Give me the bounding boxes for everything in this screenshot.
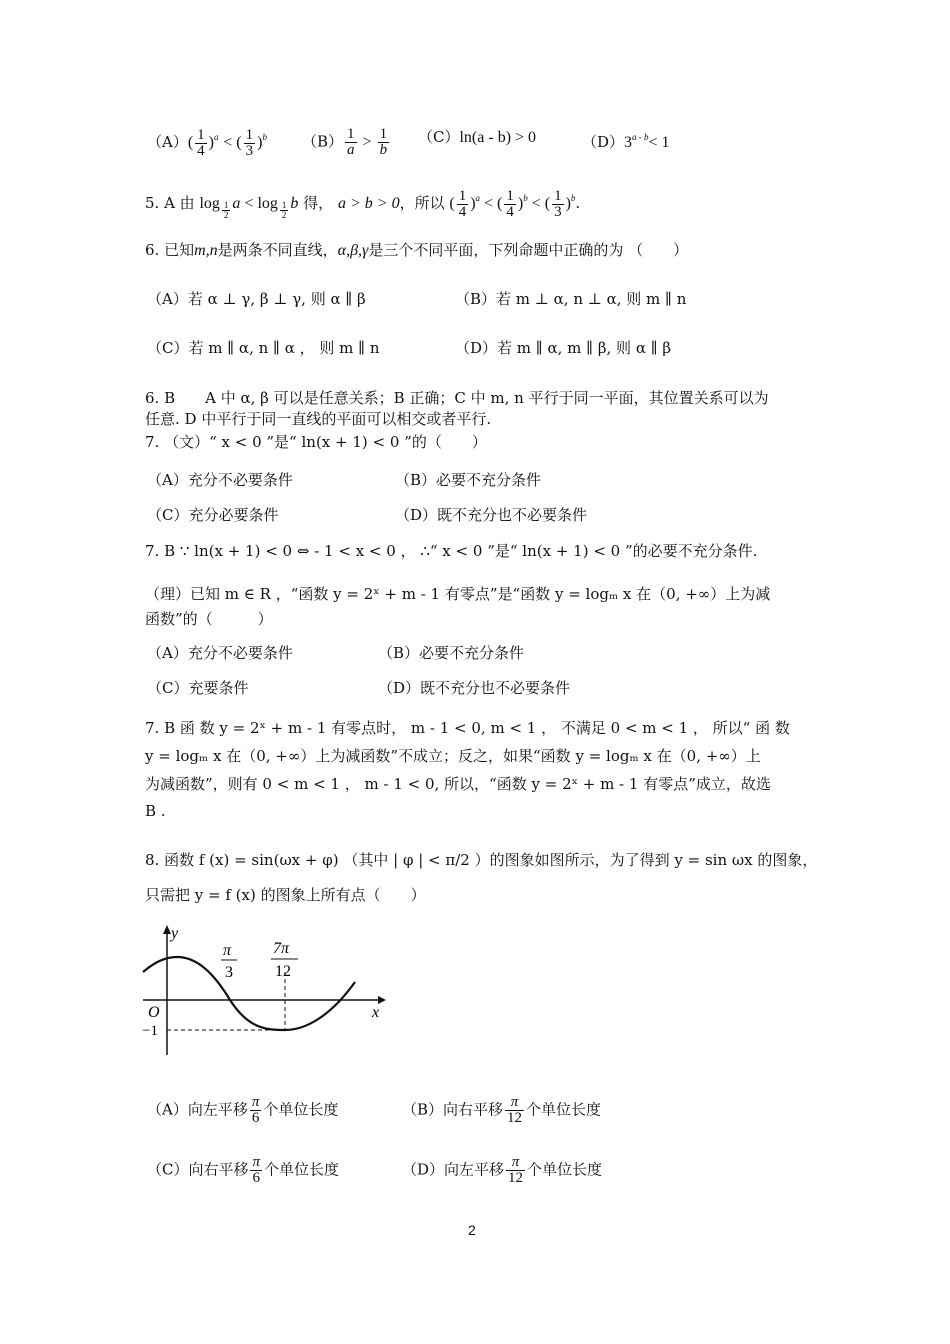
q7-wen-answer: 7. B ∵ ln(x + 1) < 0 ⇔ - 1 < x < 0 ， ∴“ x < 0 ”是“ ln(x + 1) < 0 ”的必要不充分条件. bbox=[145, 542, 758, 560]
q5-answer: 5. A 由 log $\frac{1}{2}$ a < log $\frac{1}{2}$ b 得， a > b > 0，所以 ( $\frac{1}{4}$ )$^a$ < ( $\frac{1}{4}$ )$^b$ < ( $\frac{1}{3}$ )$^b$. bbox=[145, 187, 581, 220]
q6-answer-line1: 6. B A 中 α, β 可以是任意关系；B 正确；C 中 m, n 平行于同一平面，其位置关系可以为 bbox=[145, 389, 769, 407]
origin-label: O bbox=[148, 1004, 160, 1021]
q6-answer-line2: 任意. D 中平行于同一直线的平面可以相交或者平行. bbox=[145, 410, 492, 428]
q8-stem-line2: 只需把 y = f (x) 的图象上所有点（ ） bbox=[145, 886, 426, 904]
q5-option-c: （C）ln(a - b) > 0 bbox=[418, 128, 537, 146]
q6-option-a: （A）若 α ⊥ γ, β ⊥ γ, 则 α ∥ β bbox=[147, 290, 366, 308]
q7-wen-option-d: （D）既不充分也不必要条件 bbox=[395, 506, 588, 524]
y-axis-arrow bbox=[163, 925, 171, 934]
q7-li-answer-line2: y = logₘ x 在（0, +∞）上为减函数”不成立；反之，如果“函数 y = logₘ x 在（0, +∞）上 bbox=[145, 747, 761, 765]
sine-curve bbox=[143, 957, 355, 1030]
q8-option-c: （C）向右平移 $\frac{\pi}{6}$ 个单位长度 bbox=[147, 1154, 340, 1186]
q7-wen-option-a: （A）充分不必要条件 bbox=[147, 471, 293, 489]
q5-option-a: （A）( $\frac{1}{4}$ )$^a$ < ( $\frac{1}{3}$ )$^b$ bbox=[147, 126, 267, 159]
q6-option-b: （B）若 m ⊥ α, n ⊥ α, 则 m ∥ n bbox=[455, 290, 687, 308]
q7-li-answer-line4: B . bbox=[145, 802, 166, 820]
y-axis-label: y bbox=[171, 925, 179, 942]
q7-wen-option-b: （B）必要不充分条件 bbox=[395, 471, 542, 489]
q8-option-b: （B）向右平移 $\frac{\pi}{12}$ 个单位长度 bbox=[402, 1094, 602, 1126]
minus-one-label: −1 bbox=[142, 1023, 158, 1039]
q8-stem-line1: 8. 函数 f (x) = sin(ωx + φ) （其中 | φ | < π/2 ）的图象如图所示，为了得到 y = sin ωx 的图象， bbox=[145, 851, 818, 869]
sine-graph bbox=[140, 922, 390, 1062]
x-axis-label: x bbox=[372, 1004, 380, 1021]
seven-pi-over-12-denominator: 12 bbox=[275, 963, 291, 980]
q5-option-d: $(D)3^{a - b}< 1$ bbox=[582, 132, 670, 151]
q7-li-stem-line1: （理）已知 m ∈ R ，“函数 y = 2ˣ + m - 1 有零点”是“函数 y = logₘ x 在（0, +∞）上为减 bbox=[145, 585, 771, 603]
q7-li-stem-line2: 函数”的（ ） bbox=[145, 610, 273, 628]
q7-li-answer-line1: 7. B 函 数 y = 2ˣ + m - 1 有零点时， m - 1 < 0, m < 1 ， 不满足 0 < m < 1 ， 所以“ 函 数 bbox=[145, 719, 790, 737]
q7-li-option-c: （C）充要条件 bbox=[147, 679, 249, 697]
q5-option-b: （B） $\frac{1}{a}$ > $\frac{1}{b}$ bbox=[302, 126, 388, 158]
q6-option-d: （D）若 m ∥ α, m ∥ β, 则 α ∥ β bbox=[455, 339, 672, 357]
q7-li-answer-line3: 为减函数”，则有 0 < m < 1 ， m - 1 < 0, 所以，“函数 y = 2ˣ + m - 1 有零点”成立，故选 bbox=[145, 775, 771, 793]
q7-li-option-b: （B）必要不充分条件 bbox=[378, 644, 525, 662]
q8-option-d: （D）向左平移 $\frac{\pi}{12}$ 个单位长度 bbox=[402, 1154, 603, 1186]
q7-wen-option-c: （C）充分必要条件 bbox=[147, 506, 279, 524]
q7-li-option-d: （D）既不充分也不必要条件 bbox=[378, 679, 571, 697]
q6-stem: 6. 已知m,n是两条不同直线，α,β,γ是三个不同平面，下列命题中正确的为 （ ） bbox=[145, 241, 689, 259]
q7-wen-stem: 7. （文）“ x < 0 ”是“ ln(x + 1) < 0 ”的（ ） bbox=[145, 433, 487, 451]
q8-option-a: （A）向左平移 $\frac{\pi}{6}$ 个单位长度 bbox=[147, 1094, 339, 1126]
page-number: 2 bbox=[468, 1222, 476, 1238]
q7-li-option-a: （A）充分不必要条件 bbox=[147, 644, 293, 662]
x-axis-arrow bbox=[378, 996, 386, 1004]
pi-over-3-numerator: π bbox=[223, 942, 232, 959]
seven-pi-over-12-numerator: 7π bbox=[273, 940, 290, 957]
q6-option-c: （C）若 m ∥ α, n ∥ α ， 则 m ∥ n bbox=[147, 339, 380, 357]
pi-over-3-denominator: 3 bbox=[225, 964, 233, 981]
